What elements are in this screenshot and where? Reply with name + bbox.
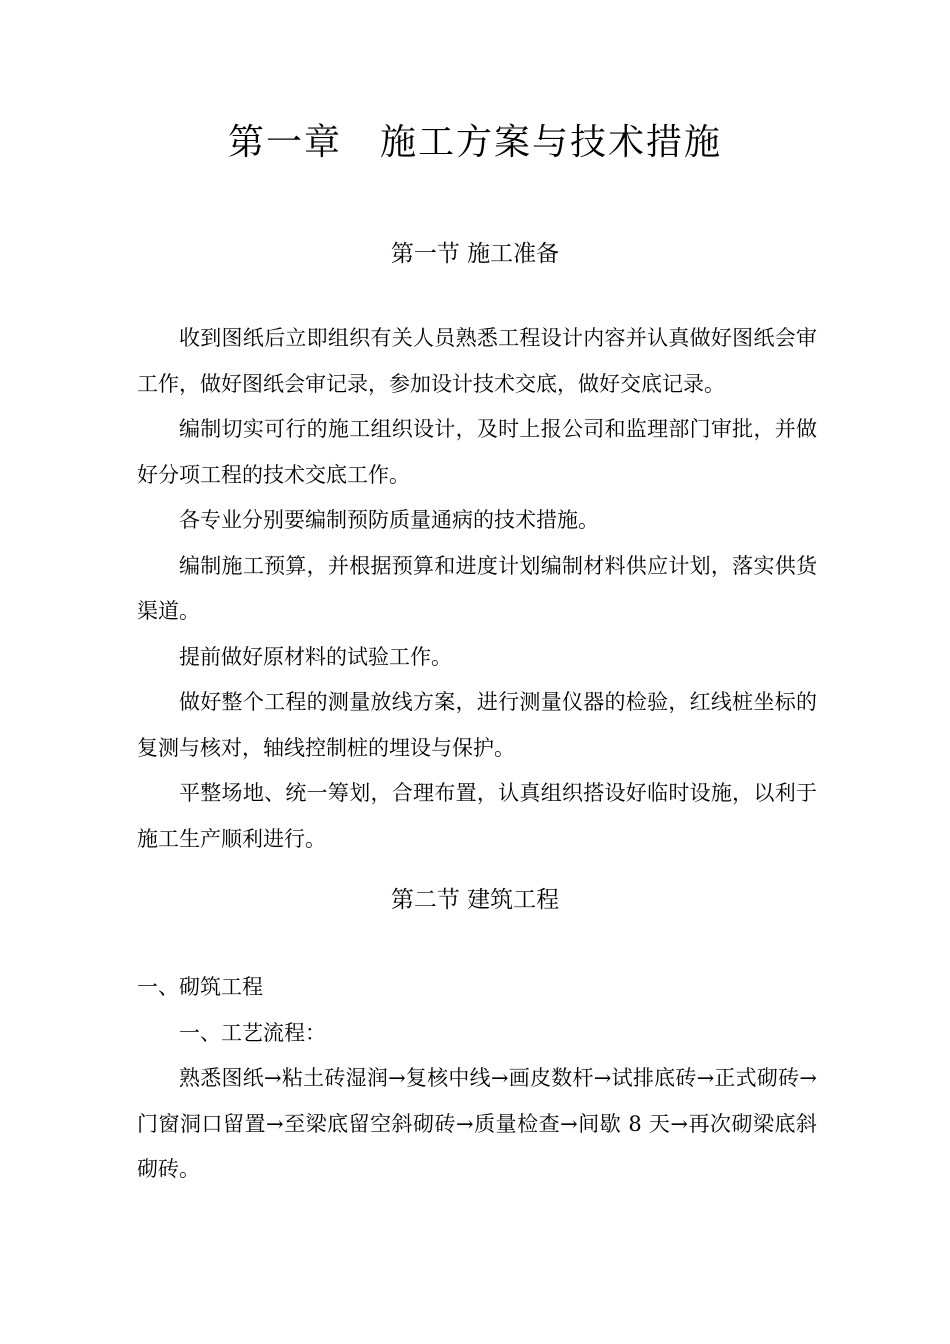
paragraph: 做好整个工程的测量放线方案，进行测量仪器的检验，红线桩坐标的复测与核对，轴线控制桩的埋设与保护。 [137, 690, 817, 760]
section-1-body [137, 316, 817, 862]
section-title-construction-preparation: 第一节 施工准备 [390, 241, 560, 267]
item-heading-process-flow: 一、工艺流程： [179, 1020, 326, 1045]
paragraph: 收到图纸后立即组织有关人员熟悉工程设计内容并认真做好图纸会审工作，做好图纸会审记录，参加设计技术交底，做好交底记录。 [137, 326, 817, 396]
subheading-masonry: 一、砌筑工程 [137, 975, 263, 999]
paragraph: 提前做好原材料的试验工作。 [179, 644, 452, 669]
section-2-body [137, 965, 817, 1193]
paragraph: 编制施工预算，并根据预算和进度计划编制材料供应计划，落实供货渠道。 [137, 553, 817, 623]
paragraph: 平整场地、统一筹划，合理布置，认真组织搭设好临时设施，以利于施工生产顺利进行。 [137, 781, 817, 851]
chapter-title: 第一章 施工方案与技术措施 [227, 122, 722, 163]
process-flow-text: 熟悉图纸→粘土砖湿润→复核中线→画皮数杆→试排底砖→正式砌砖→门窗洞口留置→至梁底留空斜砌砖→质量检查→间歇 8 天→再次砌梁底斜砌砖。 [137, 1066, 817, 1181]
section-title-building-works: 第二节 建筑工程 [390, 887, 560, 913]
paragraph: 编制切实可行的施工组织设计，及时上报公司和监理部门审批，并做好分项工程的技术交底工作。 [137, 417, 817, 487]
paragraph: 各专业分别要编制预防质量通病的技术措施。 [179, 508, 599, 532]
